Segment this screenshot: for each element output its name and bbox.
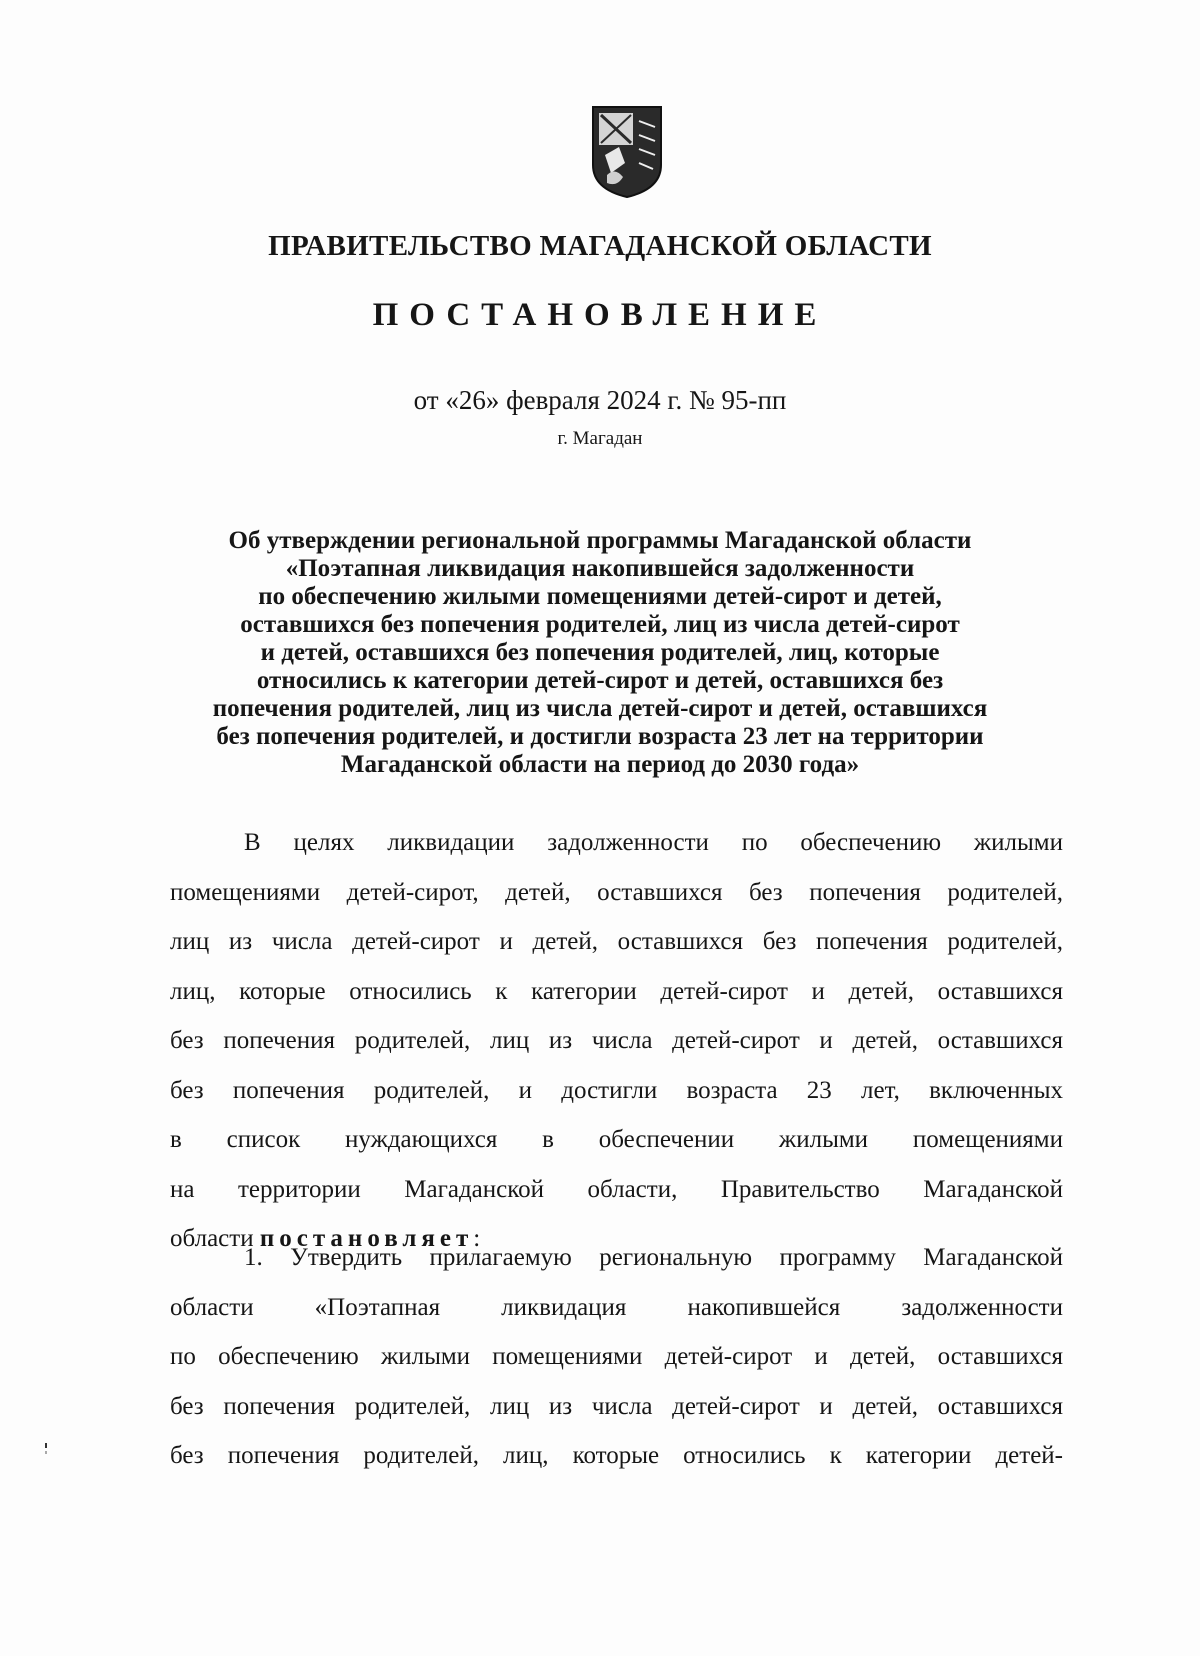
coat-of-arms-icon: [589, 105, 665, 199]
subject-line: по обеспечению жилыми помещениями детей-сирот и детей,: [258, 583, 942, 610]
margin-mark: [44, 1443, 48, 1455]
clause-1-line: по обеспечению жилыми помещениями детей-сирот и детей, оставшихся: [170, 1343, 1063, 1370]
preamble-line: без попечения родителей, лиц из числа детей-сирот и детей, оставшихся: [170, 1027, 1063, 1054]
preamble-paragraph: [170, 818, 1063, 1264]
clause-1-line: без попечения родителей, лиц из числа детей-сирот и детей, оставшихся: [170, 1392, 1063, 1420]
preamble-line: помещениями детей-сирот, детей, оставшихся без попечения родителей,: [170, 878, 1063, 906]
organization-title: ПРАВИТЕЛЬСТВО МАГАДАНСКОЙ ОБЛАСТИ: [268, 230, 932, 262]
subject-line: относились к категории детей-сирот и детей, оставшихся без: [256, 667, 944, 694]
subject-line: без попечения родителей, и достигли возраста 23 лет на территории: [216, 723, 984, 750]
clause-1-paragraph: [170, 1233, 1063, 1481]
clause-1-line: 1. Утвердить прилагаемую региональную программу Магаданской: [244, 1244, 1063, 1271]
clause-1-line: без попечения родителей, лиц, которые относились к категории детей-: [170, 1442, 1063, 1469]
preamble-line: лиц, которые относились к категории детей-сирот и детей, оставшихся: [170, 977, 1063, 1005]
preamble-final-suffix: :: [473, 1225, 481, 1252]
subject-line: Магаданской области на период до 2030 года»: [340, 751, 860, 778]
preamble-line: в список нуждающихся в обеспечении жилыми помещениями: [170, 1126, 1063, 1153]
preamble-line: без попечения родителей, и достигли возраста 23 лет, включенных: [170, 1076, 1063, 1104]
preamble-line: на территории Магаданской области, Правительство Магаданской: [170, 1175, 1063, 1203]
document-date-number: от «26» февраля 2024 г. № 95-пп: [413, 385, 787, 415]
document-type: ПОСТАНОВЛЕНИЕ: [372, 297, 828, 333]
preamble-final-prefix: области: [170, 1225, 260, 1252]
document-subject: [170, 527, 1030, 779]
resolves-word: постановляет: [259, 1225, 474, 1252]
subject-line: «Поэтапная ликвидация накопившейся задолженности: [285, 555, 915, 582]
subject-line: Об утверждении региональной программы Магаданской области: [228, 527, 972, 554]
preamble-line: лиц из числа детей-сирот и детей, оставшихся без попечения родителей,: [170, 928, 1063, 955]
preamble-line: В целях ликвидации задолженности по обеспечению жилыми: [244, 829, 1063, 856]
subject-line: и детей, оставшихся без попечения родителей, лиц, которые: [260, 639, 940, 666]
subject-line: попечения родителей, лиц из числа детей-сирот и детей, оставшихся: [212, 695, 988, 722]
clause-1-line: области «Поэтапная ликвидация накопившейся задолженности: [170, 1293, 1063, 1321]
document-city: г. Магадан: [557, 428, 643, 449]
subject-line: оставшихся без попечения родителей, лиц из числа детей-сирот: [240, 611, 960, 638]
